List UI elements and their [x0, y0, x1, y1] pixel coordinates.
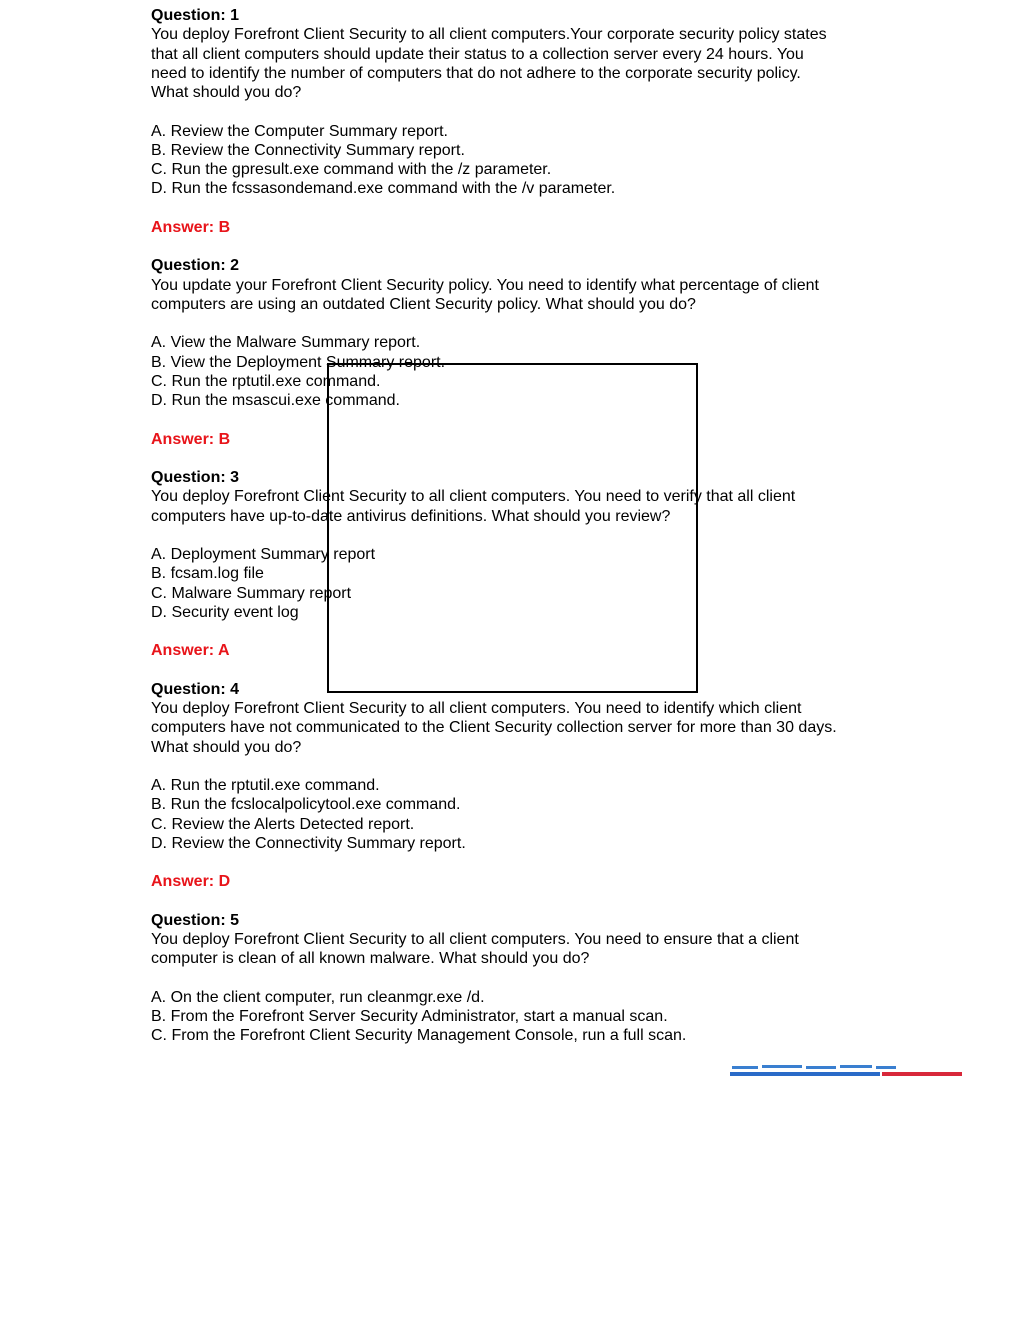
- answer-option: C. From the Forefront Client Security Management Console, run a full scan.: [151, 1027, 687, 1045]
- answer-option: D. Security event log: [151, 603, 299, 621]
- answer-option: A. On the client computer, run cleanmgr.exe /d.: [151, 988, 485, 1006]
- answer-option: C. Run the rptutil.exe command.: [151, 372, 381, 390]
- answer-option: D. Run the msascui.exe command.: [151, 392, 400, 409]
- answer-option: B. Run the fcslocalpolicytool.exe command.: [151, 796, 461, 814]
- question-title: Question: 1: [151, 7, 240, 24]
- question-title: Question: 4: [151, 680, 240, 698]
- question-text-line: computers have not communicated to the Client Security collection server for more than 30 days.: [151, 719, 837, 737]
- answer-option: B. View the Deployment Summary report.: [151, 353, 446, 371]
- question-text-line: computer is clean of all known malware. What should you do?: [151, 950, 590, 968]
- question-text-line: What should you do?: [151, 84, 302, 101]
- answer-option: B. From the Forefront Server Security Administrator, start a manual scan.: [151, 1008, 668, 1025]
- answer-option: C. Review the Alerts Detected report.: [151, 815, 415, 833]
- question-text-line: You deploy Forefront Client Security to all client computers. You need to identify which client: [151, 700, 802, 717]
- answer-option: B. Review the Connectivity Summary report.: [151, 141, 465, 159]
- question-text-line: computers have up-to-date antivirus definitions. What should you review?: [151, 507, 671, 525]
- answer-option: D. Review the Connectivity Summary report.: [151, 834, 466, 852]
- answer-key: Answer: A: [151, 642, 230, 660]
- answer-key: Answer: D: [151, 873, 231, 891]
- question-title: Question: 2: [151, 257, 240, 275]
- answer-key: Answer: B: [151, 430, 231, 448]
- answer-option: B. fcsam.log file: [151, 565, 264, 583]
- question-text-line: You deploy Forefront Client Security to all client computers. You need to ensure that a client: [151, 931, 799, 948]
- answer-option: A. View the Malware Summary report.: [151, 334, 421, 352]
- question-block: [151, 6, 871, 256]
- question-text-line: You update your Forefront Client Security policy. You need to identify what percentage of client: [151, 276, 819, 294]
- question-text-line: computers are using an outdated Client Security policy. What should you do?: [151, 295, 696, 313]
- question-text-line: You deploy Forefront Client Security to all client computers.Your corporate security policy states: [151, 26, 827, 44]
- question-text-line: that all client computers should update their status to a collection server every 24 hours. You: [151, 45, 804, 63]
- question-block: [151, 911, 871, 1046]
- overlay-rectangle: [327, 363, 698, 693]
- answer-option: A. Run the rptutil.exe command.: [151, 777, 380, 794]
- question-title: Question: 5: [151, 911, 240, 929]
- watermark-logo: [730, 1064, 962, 1078]
- question-text-line: What should you do?: [151, 738, 302, 756]
- answer-option: D. Run the fcssasondemand.exe command with the /v parameter.: [151, 180, 616, 198]
- question-text-line: You deploy Forefront Client Security to all client computers. You need to verify that all client: [151, 488, 796, 506]
- question-text-line: need to identify the number of computers that do not adhere to the corporate security policy.: [151, 64, 801, 82]
- answer-key: Answer: B: [151, 218, 231, 236]
- question-block: [151, 680, 871, 911]
- question-title: Question: 3: [151, 469, 240, 486]
- answer-option: A. Deployment Summary report: [151, 546, 376, 563]
- answer-option: C. Malware Summary report: [151, 584, 352, 602]
- answer-option: A. Review the Computer Summary report.: [151, 122, 448, 140]
- answer-option: C. Run the gpresult.exe command with the /z parameter.: [151, 161, 552, 178]
